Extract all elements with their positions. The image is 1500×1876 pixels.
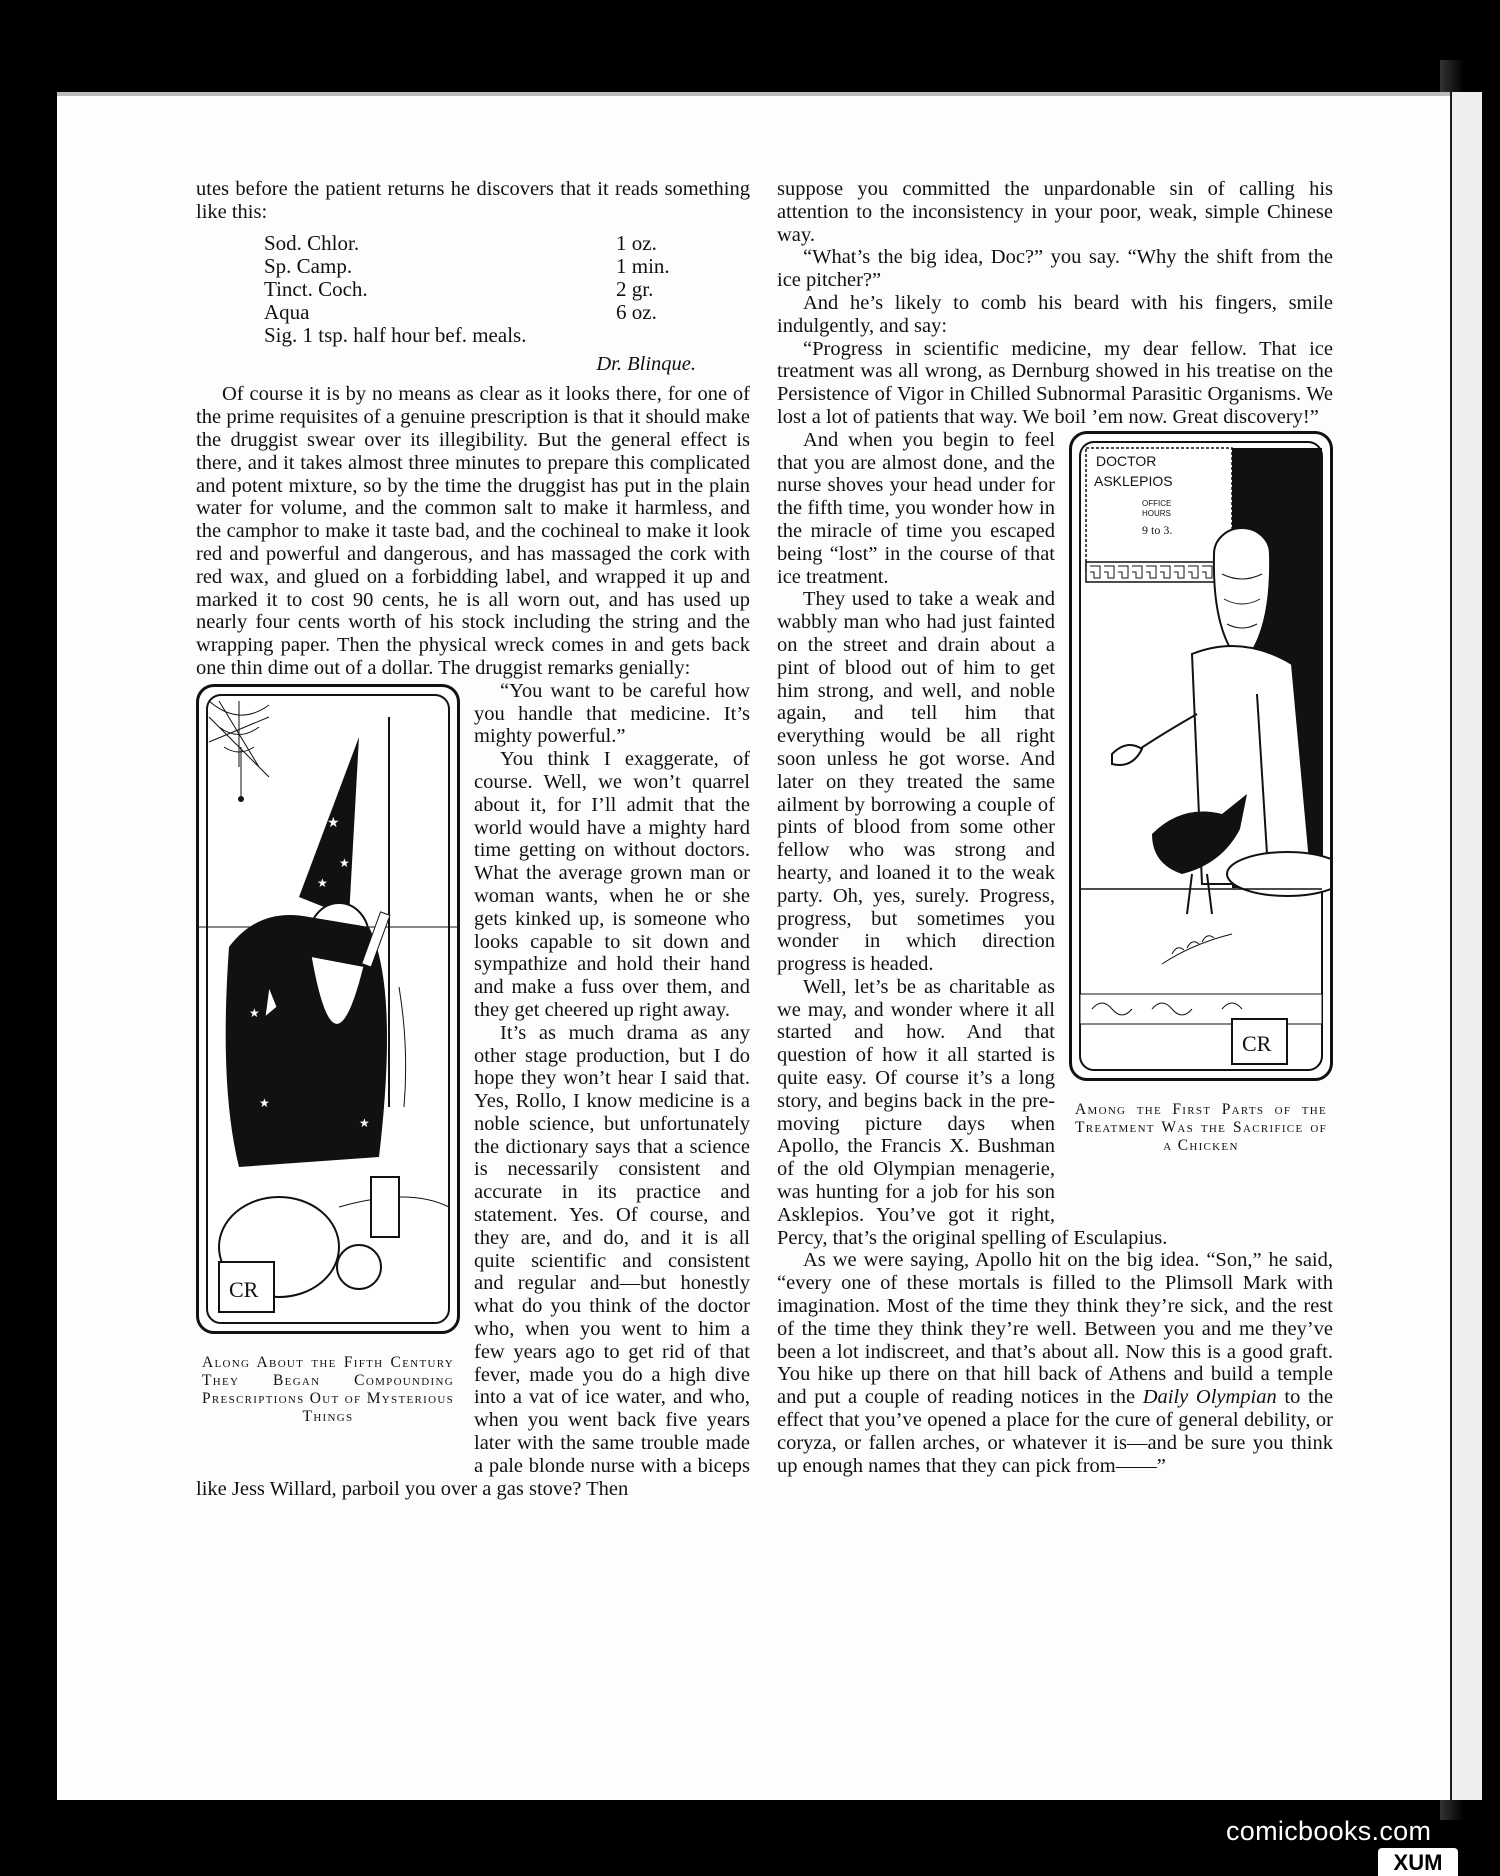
asklepios-illustration — [1069, 431, 1333, 1081]
prescription-item: Aqua — [264, 299, 310, 324]
prescription-amount: 6 oz. — [616, 299, 657, 324]
paragraph: And he’s likely to comb his beard with his fingers, smile indulgently, and say: — [777, 291, 1333, 337]
prescription-amount: 2 gr. — [616, 276, 654, 301]
prescription-line — [264, 301, 684, 324]
prescription-line — [264, 255, 684, 278]
illustration-monogram: CR — [229, 1276, 259, 1302]
prescription-line — [264, 278, 684, 301]
paragraph-text: It’s as much drama as any other stage production, but I do hope they won’t hear I said that. Yes, Rollo, I know medicine is a noble science, but unfortunately the dictionary says that a science is necessarily consistent and accurate in its practice and statement. Yes. Of course, and they are, and do, and it is all quite scientific and consistent and regular and—but honestly what do you think of the doctor who, when you went to him a few years ago to get rid of that fever, made you do a high dive into a vat of ice water, and who, when you went back five years later with the same trouble made a pale blonde nurse with a biceps like Jess Willard, parboil you over a gas stove? Then — [196, 1021, 750, 1500]
sign-hours: 9 to 3. — [1142, 522, 1173, 537]
paragraph: “Progress in scientific medicine, my dear fellow. That ice treatment was all wrong, as Dernburg showed in his treatise on the Persistence of Vigor in Chilled Subnormal Parasitic Organisms. We lost a lot of patients that way. We boil ’em now. Great discovery!” — [777, 337, 1333, 428]
paragraph-text: As we were saying, Apollo hit on the big idea. “Son,” he said, “every one of these mortals is filled to the Plimsoll Mark with imagination. Most of the time they think they’re sick, and the rest of the time they think they’re well. Between you and me they’ve been a lot indiscreet, and that’s about all. Now this is a good graft. You hike up there on that hill back of Athens and build a temple and put a couple of reading notices in the — [777, 1249, 1333, 1409]
illustration-monogram: CR — [1242, 1030, 1272, 1056]
sign-office: OFFICE — [1142, 498, 1172, 508]
paragraph-text: You think I exaggerate, of course. Well, we won’t quarrel about it, for I’ll admit that the world would have a mighty hard time getting on without doctors. What the average grown man or woman wants, when he or she gets kinked up, is someone who looks capable to sit down and sympathize and hold their hand and make a fuss over them, and they get cheered up right away. — [474, 748, 750, 1021]
wizard-caption: Along About the Fifth Century They Began Compounding Prescriptions Out of Mysterious Things — [202, 1353, 454, 1425]
paragraph-text: “You want to be careful how you handle that medicine. It’s mighty powerful.” — [474, 679, 750, 748]
paragraph — [196, 383, 750, 679]
prescription-amount: 1 oz. — [616, 230, 657, 255]
scan-badge: XUM — [1378, 1848, 1458, 1876]
paragraph: And when you begin to feel that you are almost done, and the nurse shoves your head under for the fifth time, you wonder how in the miracle of time you escaped being “lost” in the course of that ice treatment. — [777, 428, 1055, 588]
star-icon: ★ — [327, 815, 340, 831]
svg-text:★: ★ — [249, 1005, 260, 1020]
paragraph — [777, 1249, 1333, 1477]
left-column — [196, 178, 750, 1500]
paragraph-text: to the effect that you’ve opened a place for the cure of general debility, or coryza, or fallen arches, or whatever it is—and be sure you think up enough names that they can pick from——” — [777, 1386, 1333, 1477]
wizard-illustration-figure — [196, 684, 460, 1464]
wizard-drawing — [199, 687, 457, 1331]
paragraph: They used to take a weak and wabbly man who had just fainted on the street and drain about a pint of blood out of him to get him strong, and well, and noble again, and tell him that everything would be all right soon unless he got worse. And later on they treated the same ailment by borrowing a couple of pints of blood from some other fellow who was strong and hearty, and loaned it to the weak party. Oh, yes, surely. Progress, progress, but sometimes you wonder in which direction progress is headed. — [777, 588, 1055, 976]
prescription-signature: Dr. Blinque. — [596, 352, 696, 375]
newspaper-title: Daily Olympian — [1142, 1386, 1277, 1409]
sign-line1: DOCTOR — [1096, 452, 1157, 469]
right-column — [777, 178, 1333, 1477]
svg-text:★: ★ — [359, 1115, 370, 1130]
prescription-item: Tinct. Coch. — [264, 276, 368, 301]
star-icon: ★ — [317, 875, 328, 890]
prescription-item: Sp. Camp. — [264, 253, 353, 278]
sign-hours-label: HOURS — [1142, 508, 1171, 518]
intro-text: utes before the patient returns he discovers that it reads something like this: — [196, 178, 750, 223]
site-watermark: comicbooks.com — [1226, 1816, 1432, 1846]
sign-line2: ASKLEPIOS — [1094, 472, 1173, 489]
prescription-amount: 1 min. — [616, 253, 670, 278]
svg-text:★: ★ — [259, 1095, 270, 1110]
prescription-block — [264, 232, 684, 347]
prescription-item: Sod. Chlor. — [264, 230, 360, 255]
paragraph: suppose you committed the unpardonable sin of calling his attention to the inconsistency in your poor, weak, simple Chinese way. — [777, 178, 1333, 246]
prescription-line — [264, 232, 684, 255]
prescription-directions: Sig. 1 tsp. half hour bef. meals. — [264, 322, 527, 347]
asklepios-caption: Among the First Parts of the Treatment Was the Sacrifice of a Chicken — [1075, 1100, 1327, 1154]
wizard-illustration — [196, 684, 460, 1334]
paragraph-text: Of course it is by no means as clear as it looks there, for one of the prime requisites of a genuine prescription is that it should make the druggist swear over its illegibility. But the general effect is there, and it takes almost three minutes to prepare this complicated and potent mixture, so by the time the druggist has put in the plain water for volume, and the common salt to make it harmless, and the camphor to make it taste bad, and the cochineal to make it look red and powerful and dangerous, and has massaged the cork with red wax, and glued on a forbidding label, and wrapped it up and marked it to cost 90 cents, he is all worn out, and has used up nearly four cents worth of his stock including the string and the wrapping paper. Then the physical wreck comes in and gets back one thin dime out of a dollar. The druggist remarks genially: — [196, 383, 750, 679]
star-icon: ★ — [339, 855, 350, 870]
next-page-edge — [1452, 92, 1482, 1800]
asklepios-illustration-figure — [1069, 431, 1333, 1199]
asklepios-drawing — [1072, 434, 1330, 1078]
paragraph: Well, let’s be as charitable as we may, and wonder where it all started and how. And that question of how it all started is quite easy. Of course it’s a long story, and begins back in the pre-moving picture days when Apollo, the Francis X. Bushman of the old Olympian menagerie, was hunting for a job for his son Asklepios. You’ve got it right, Percy, that’s the original spelling of Esculapius. — [777, 975, 1168, 1249]
paragraph: “What’s the big idea, Doc?” you say. “Why the shift from the ice pitcher?” — [777, 246, 1333, 292]
